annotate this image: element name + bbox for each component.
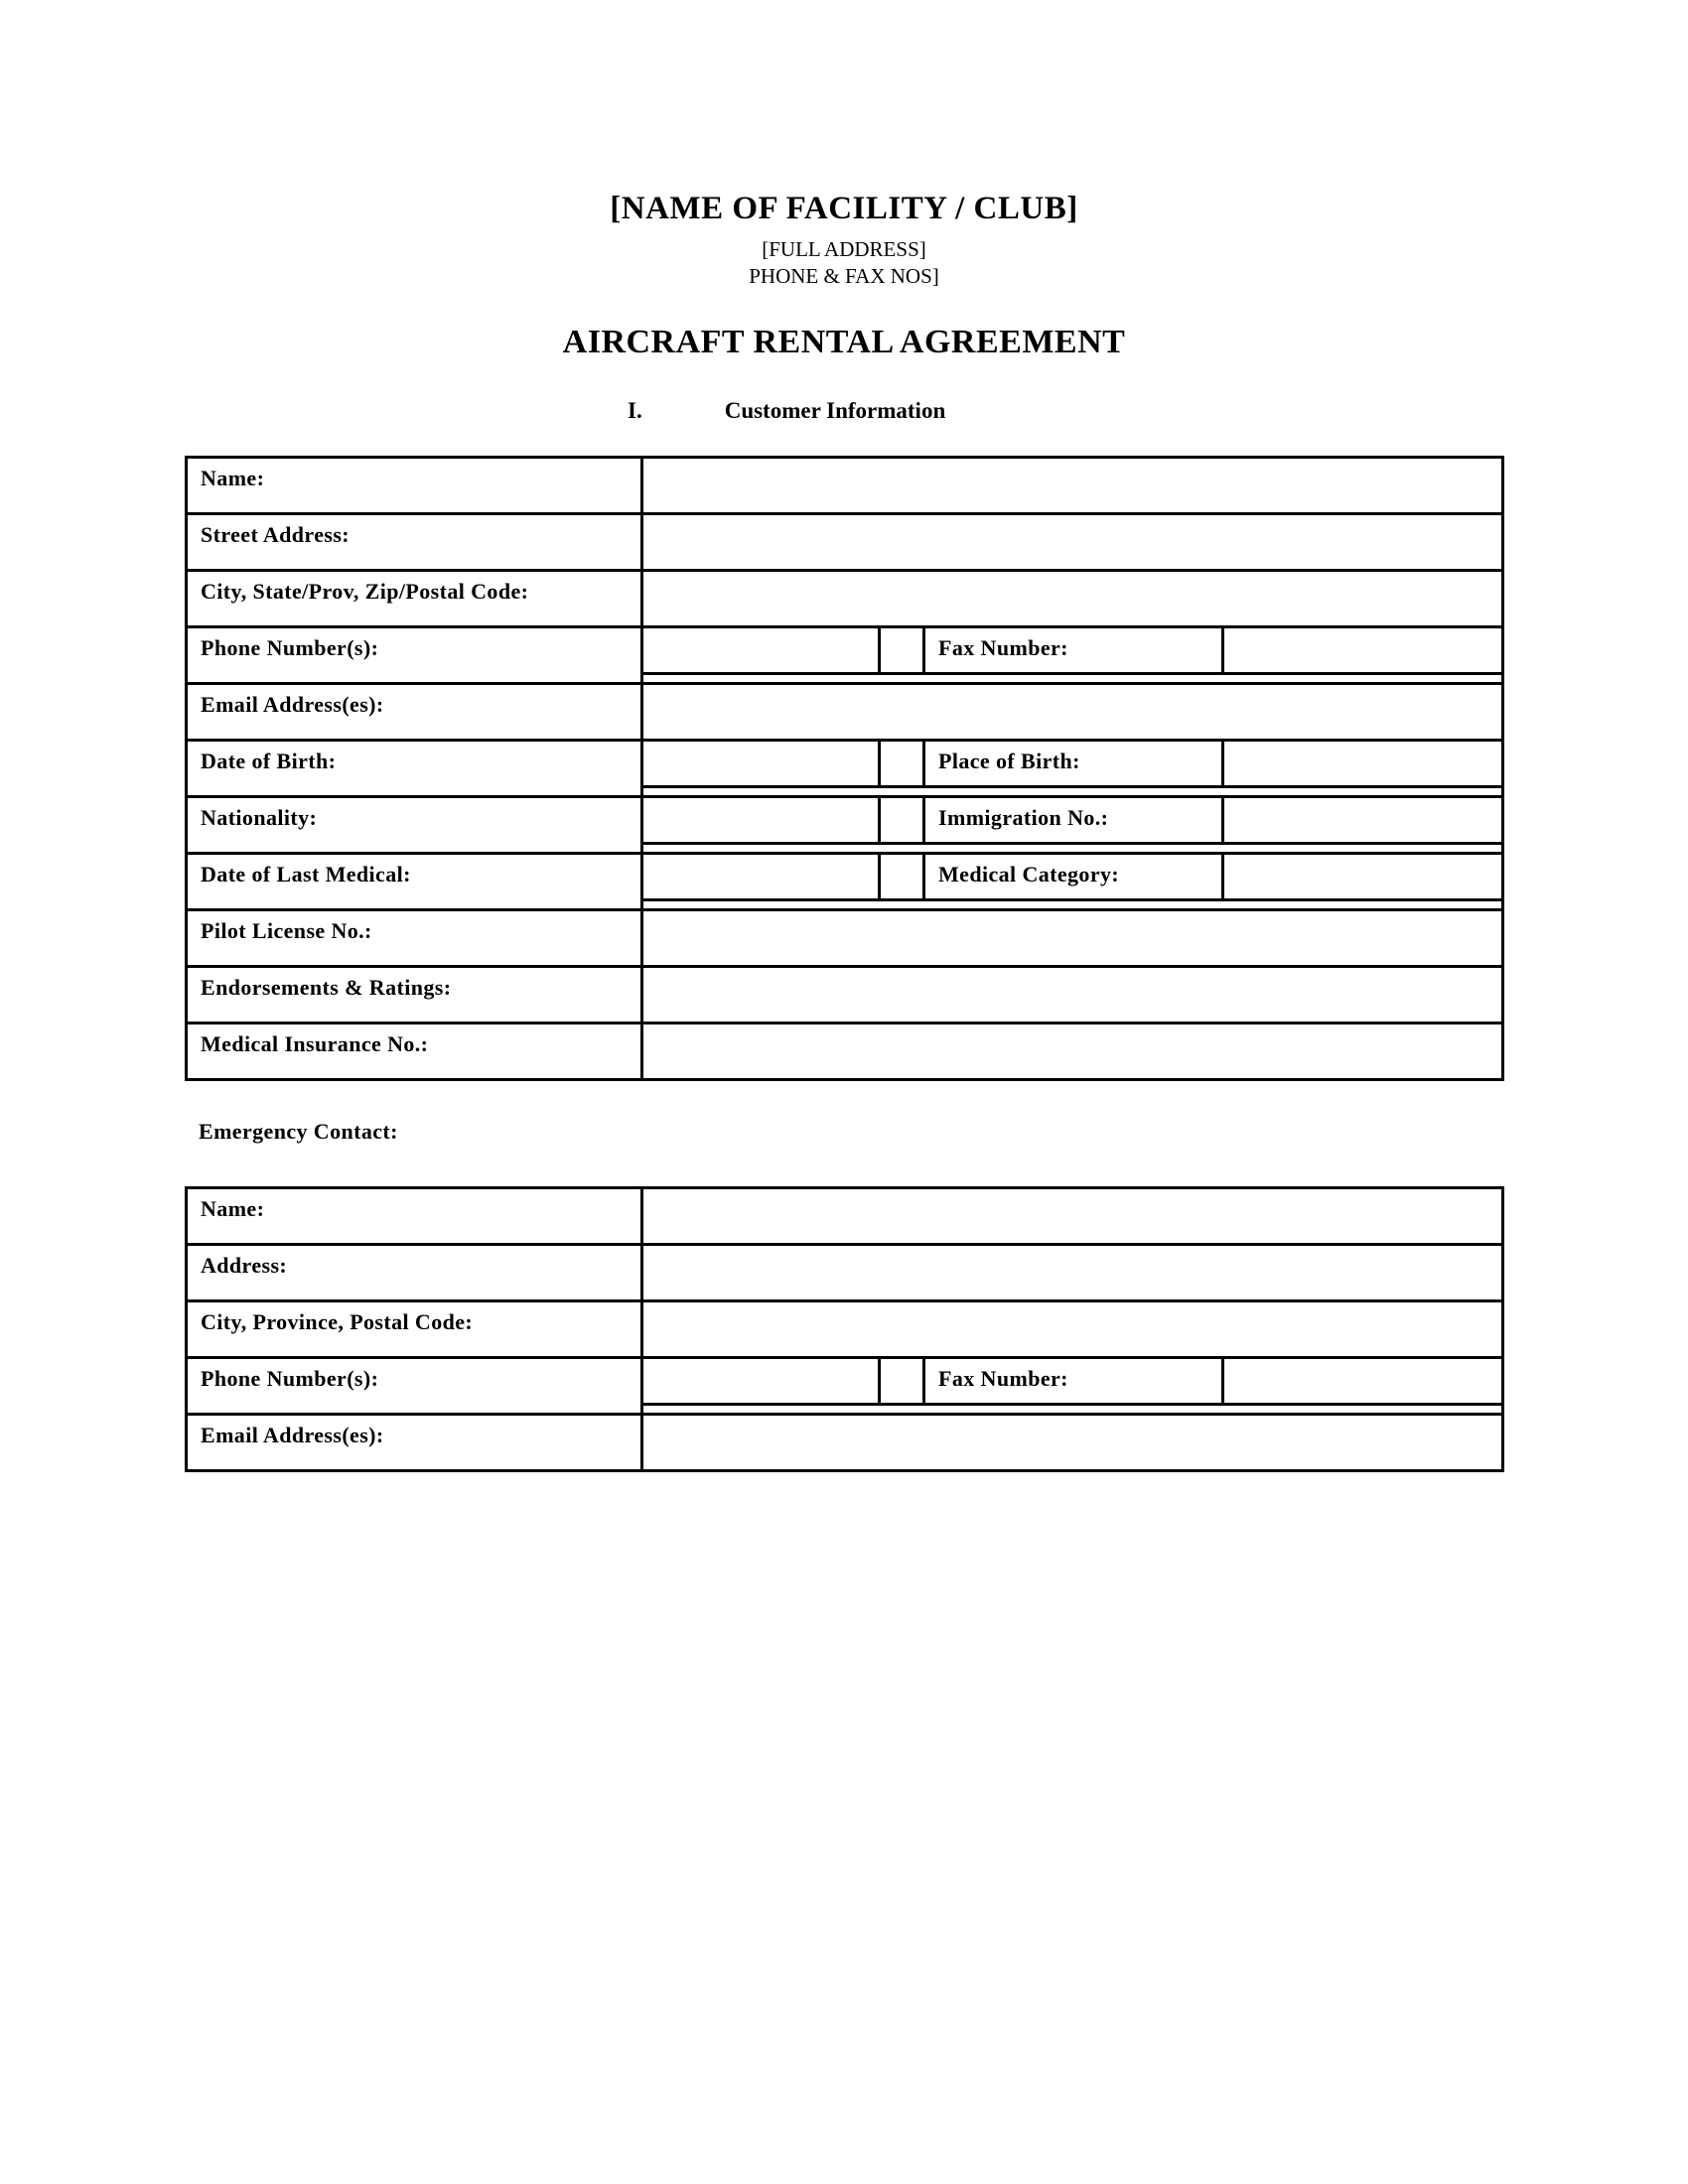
section-title: Customer Information: [724, 397, 946, 423]
field-value-area: [643, 459, 1501, 512]
table-row: [188, 1024, 1501, 1078]
field-label: Pilot License No.:: [188, 911, 643, 965]
facility-name-heading: [NAME OF FACILITY / CLUB]: [610, 191, 1078, 226]
field-label: Medical Insurance No.:: [188, 1024, 643, 1078]
field-value-area: [643, 911, 1501, 965]
field-label: City, State/Prov, Zip/Postal Code:: [188, 572, 643, 625]
section-heading: [0, 397, 1688, 425]
field-value-area: [643, 798, 881, 842]
field-label: Street Address:: [188, 515, 643, 569]
document-title: AIRCRAFT RENTAL AGREEMENT: [562, 323, 1126, 360]
cell-gap: [881, 742, 922, 785]
table-row: [188, 1189, 1501, 1246]
table-row: [188, 459, 1501, 515]
field-value-area: [643, 1189, 1501, 1243]
cell-gap: [881, 855, 922, 898]
field-value-area: [643, 1359, 881, 1403]
row-right-group: [643, 1359, 1501, 1406]
field-value-area: [1221, 1359, 1501, 1403]
field-value-area: [1221, 628, 1501, 672]
field-label: Fax Number:: [922, 1359, 1221, 1403]
field-label: Endorsements & Ratings:: [188, 968, 643, 1022]
field-label: Phone Number(s):: [188, 1359, 643, 1413]
field-label: Phone Number(s):: [188, 628, 643, 682]
table-row: [188, 628, 1501, 685]
field-value-area: [643, 1302, 1501, 1356]
field-label: Immigration No.:: [922, 798, 1221, 842]
field-value-area: [643, 1246, 1501, 1299]
field-value-area: [1221, 798, 1501, 842]
row-right-group: [643, 742, 1501, 788]
table-row: [188, 911, 1501, 968]
row-right-group: [643, 798, 1501, 845]
table-row: [188, 1359, 1501, 1416]
field-value-area: [643, 515, 1501, 569]
emergency-contact-heading: Emergency Contact:: [199, 1119, 398, 1145]
customer-info-table: [185, 456, 1504, 1081]
field-label: Fax Number:: [922, 628, 1221, 672]
section-number: I.: [628, 397, 642, 423]
table-row: [188, 572, 1501, 628]
field-value-area: [643, 855, 881, 898]
field-value-area: [643, 685, 1501, 739]
field-label: Date of Last Medical:: [188, 855, 643, 908]
field-label: Nationality:: [188, 798, 643, 852]
row-right-group: [643, 628, 1501, 675]
field-value-area: [643, 1024, 1501, 1078]
emergency-contact-table: [185, 1186, 1504, 1472]
facility-phone-line: PHONE & FAX NOS]: [749, 264, 939, 289]
table-row: [188, 1416, 1501, 1469]
cell-gap: [881, 798, 922, 842]
field-label: Medical Category:: [922, 855, 1221, 898]
field-value-area: [643, 742, 881, 785]
field-value-area: [1221, 855, 1501, 898]
field-label: Name:: [188, 459, 643, 512]
table-row: [188, 855, 1501, 911]
field-label: Date of Birth:: [188, 742, 643, 795]
table-row: [188, 798, 1501, 855]
table-row: [188, 515, 1501, 572]
table-row: [188, 1246, 1501, 1302]
field-value-area: [643, 628, 881, 672]
table-row: [188, 968, 1501, 1024]
row-right-group: [643, 855, 1501, 901]
field-label: Email Address(es):: [188, 685, 643, 739]
facility-address-line: [FULL ADDRESS]: [762, 236, 926, 261]
field-label: Name:: [188, 1189, 643, 1243]
table-row: [188, 1302, 1501, 1359]
cell-gap: [881, 1359, 922, 1403]
table-row: [188, 685, 1501, 742]
cell-gap: [881, 628, 922, 672]
field-label: Email Address(es):: [188, 1416, 643, 1469]
field-value-area: [643, 1416, 1501, 1469]
field-value-area: [1221, 742, 1501, 785]
field-label: City, Province, Postal Code:: [188, 1302, 643, 1356]
field-label: Address:: [188, 1246, 643, 1299]
table-row: [188, 742, 1501, 798]
field-label: Place of Birth:: [922, 742, 1221, 785]
field-value-area: [643, 572, 1501, 625]
field-value-area: [643, 968, 1501, 1022]
